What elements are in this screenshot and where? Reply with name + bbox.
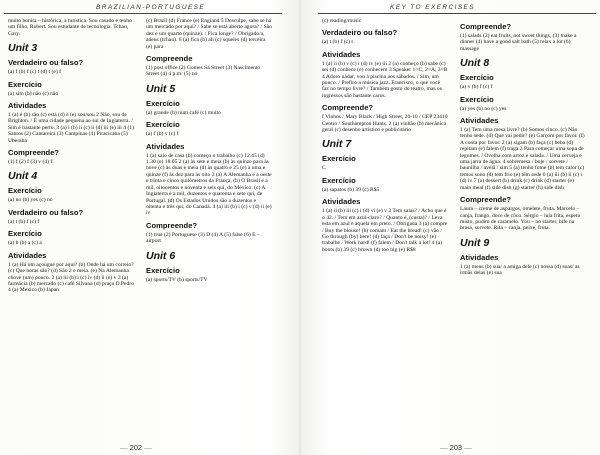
page-number: — 203 — (440, 443, 472, 452)
answer-text: (c) Brazil (d) France (e) England 5 Desculpe, sabe se há um mercado por aqui? / Sabe se está aberto agora? / São dez e um quarto (quinze). / Fica longe? / Obrigado/a, adeus (tchau). 6 (a) fica (b) ali (c) squeles (d) terceira (e) para (146, 18, 272, 50)
unit-heading: Unit 5 (146, 82, 176, 95)
answer-text: (a) t (b) f (c) t (322, 39, 353, 46)
header-rule (318, 13, 596, 14)
header-rule (4, 13, 282, 14)
section-heading: Verdadeiro ou falso? (8, 58, 84, 68)
unit-heading: Unit 4 (8, 170, 38, 183)
answer-text: (a) f (b) v (c) f (146, 131, 179, 138)
answer-text: C (322, 165, 326, 172)
running-header: BRAZILIAN-PORTUGUESE (96, 4, 206, 11)
section-heading: Exercício (8, 186, 42, 196)
page-number: — 202 — (120, 443, 152, 452)
unit-heading: Unit 7 (322, 138, 352, 151)
unit-heading: Unit 6 (146, 249, 176, 262)
answer-text: f Vinhos / Mary Black / High Street, 20-10 / CEP 23410 Centro / Southampton Hants. 2 (a) vinhão (b) mecânica geral (c) desenho artístico e publicitário (322, 114, 448, 134)
answer-text: Laura – creme de aspargos, omelete, fruta. Marcelo – canja, frango, doce de côco. Sérgio – lula frita, espeto misto, pudim de caramelo. You – no starter, bife na brasa, sorvete. Rita – canja, peixe, fruta. (460, 206, 581, 232)
section-heading: Compreende? (146, 220, 198, 230)
section-heading: Exercício (146, 98, 180, 108)
page-number-value: 203 (449, 443, 463, 452)
section-heading: Exercício (8, 79, 42, 89)
section-heading: Atividades (322, 49, 361, 59)
answer-text: 1 (a) é (b) são (c) está (d) é (e) sou/sou 2 Não, sou de Brighton. / É uma cidade pequena ao sul de Inglaterra. / Sim é bastante perto. 3 (a) i (b) ii (c) ii (d) iii (e) iii 4 (1) Santos (2) Cantareira (3) Campinas (4) Piracicaba (5) Uberaba (8, 112, 134, 144)
section-heading: Exercício (146, 265, 180, 275)
answer-text: (a) yes (b) no (c) yes (460, 105, 507, 112)
section-heading: Atividades (8, 250, 47, 260)
section-heading: Exercício (322, 175, 356, 185)
section-heading: Compreende? (322, 103, 374, 113)
page-number-value: 202 (129, 443, 143, 452)
section-heading: Compreende? (460, 22, 512, 31)
answer-text: (a) sapatos (b) 39 (c) R$5 (322, 186, 380, 193)
answer-text: (1) post office (2) Gomes Sá Street (3) Nascimento Street (4) 4 p.m. (5) no (146, 65, 261, 78)
answer-text: 1 (a) Tem uma mesa livre? (b) Somos cinco. (c) Não tenho sede. (d) Que vai pedir? (e) Garçom por favor. (f) A conta por favor. 2 (a) sigam (b) faça (c) beba (d) repitam (e) falem (f) traga 3 Para começar uma sopa de legumes. / Ovelha com arroz e salada. / Uma cerveja e uma jarra de água. 4 sobremesa / boje / sorvete / baunilha / avelã / sim 5 (a) tenho fome (b) tem calor (c) temos sono (d) tem frio (e) têm sede 6 (a) iii (b) ii (c) i (d) iv 7 (a) dessert (b) drink (c) drink (d) starter (e) main meal (f) side dish (g) starter (h) side dish (460, 127, 585, 191)
answer-text: 1 (a) ii (b) iii (c) i (d) vi (e) v 2 Tem saias? / Acho que é o 42. / Tem em azul-claro? / Quanto é, (custa)? / Leva esta em azul e aquela em preto. / Obrigada 3 (a) compre / Buy the blouse! (b) comam / Eat the bread! (c) vão / Go through (by) here! (d) faça / Don't be noisy! (e) trabalhe / Work hard! (f) falem / Don't talk a lot! 4 (a) boots (b) 39 (c) brown (d) too big (e) R$8 (322, 208, 448, 253)
answer-text: (1) f (2) f (3) v (4) f (8, 159, 53, 166)
section-heading: Atividades (322, 197, 361, 207)
answer-text: 1 (a) meus (b) sua/ a amiga dele (c) nossa (d) suas/ as irmãs delas (e) sua (460, 263, 580, 277)
section-heading: Verdadeiro ou falso? (322, 28, 398, 38)
unit-heading: Unit 8 (460, 57, 490, 70)
section-heading: Compreende (146, 54, 193, 64)
answer-text: (a) v (b) f (c) f (460, 84, 493, 91)
unit-heading: Unit 3 (8, 42, 38, 55)
section-heading: Verdadeiro ou falso? (8, 207, 84, 217)
answer-text: 1 (a) Há um açougue por aqui? (b) Onde há um correio? (c) Que horas são? (d) São 2 e meia. (e) Na Alemanha chove (um) pouco. 2 (a) iii (b) i (c) iv (d) ii (e) v 3 (a) farmácia (b) mercado (c) café Silvana (d) praça D.Pedro 4 (a) Mexico (b) Japan (8, 261, 134, 294)
answer-text: (a) b (b) a (c) a (8, 240, 42, 247)
answer-text: (a) no (b) yes (c) no (8, 197, 53, 204)
section-heading: Atividades (8, 101, 47, 111)
section-heading: Exercício (460, 73, 494, 83)
section-heading: Exercício (8, 229, 42, 239)
answer-text: (a) sim (b) não (c) não (8, 90, 59, 97)
answer-text: (a) f (b) f (c) t (d) t (e) f (8, 69, 61, 76)
answer-text: 1 (a) saio de casa (b) começo o trabalho (c) 12.45 (d) 1.30 (e) 18.05 2 (a) às sete e meia (b) às quinze para às nove (c) às duas e meia (d) às quatro e 25 (e) à uma e quinze (f) às dez para às oito 3 (a) A Alemanha é a oeste e trinta e cinco quilômetros da França, (b) O Brasil é a mil, oitocentos e noventa e seis qui, do México. (c) A Inglaterra é a mil, duzentos e quarenta e sete qui, de Portugal. (d) Os Estados Unidos são a duzentos e oitenta e três qui, do Canadá. 4 (a) iii (b) i (c) v (d) ii (e) iv (146, 152, 272, 217)
section-heading: Compreende? (8, 148, 60, 158)
left-page-column-2 (146, 18, 272, 283)
section-heading: Atividades (460, 116, 499, 126)
answer-text: (c) reading/music (322, 18, 362, 24)
section-heading: Compreende? (460, 195, 512, 205)
answer-text: (a) t (b) f (c) f (8, 218, 40, 225)
right-page-column-2 (460, 18, 586, 277)
right-page (300, 0, 600, 455)
answer-text: (a) sports/TV (b) sports/TV (146, 276, 208, 283)
section-heading: Atividades (460, 252, 499, 262)
answer-text: (1) true (2) Portuguese (3) D (4) A (5) false (6) E – airport (146, 231, 260, 245)
running-header: KEY TO EXERCISES (390, 4, 476, 11)
section-heading: Atividades (146, 141, 185, 151)
answer-text: muito bonita – histórica, a turística. Sou casado e tenho um filho, Robert. Sou estudante de tecnologia. Tchau, Gary. (8, 18, 132, 37)
section-heading: Exercício (460, 94, 494, 104)
answer-text: (1) salads (2) eat fruits, not sweet things, (3) make a dinner (4) have a good salt bath (5) relax a lot (6) massage (460, 33, 577, 52)
answer-text: (a) grande (b) num café (c) muito (146, 109, 221, 116)
right-page-column-1 (322, 18, 448, 253)
section-heading: Exercício (146, 120, 180, 130)
answer-text: 1 (a) ii (b) v (c) i (d) iv (e) iii 2 (a) conheço (b) sabe (c) sei (d) conhece (e) conhecem 3 Speaker 1=C, 2=A, 3=B 4 Adoro nadar, vou à piscina aos sábados. / Sim, um pouco. / Prefiro a música jazz. Francisco, o que você faz no tempo livre? / Também gosto do teatro, mas os ingressos são bastante caros. (322, 60, 448, 99)
left-page-column-1 (8, 18, 134, 294)
unit-heading: Unit 9 (460, 236, 490, 249)
section-heading: Exercício (322, 154, 356, 164)
